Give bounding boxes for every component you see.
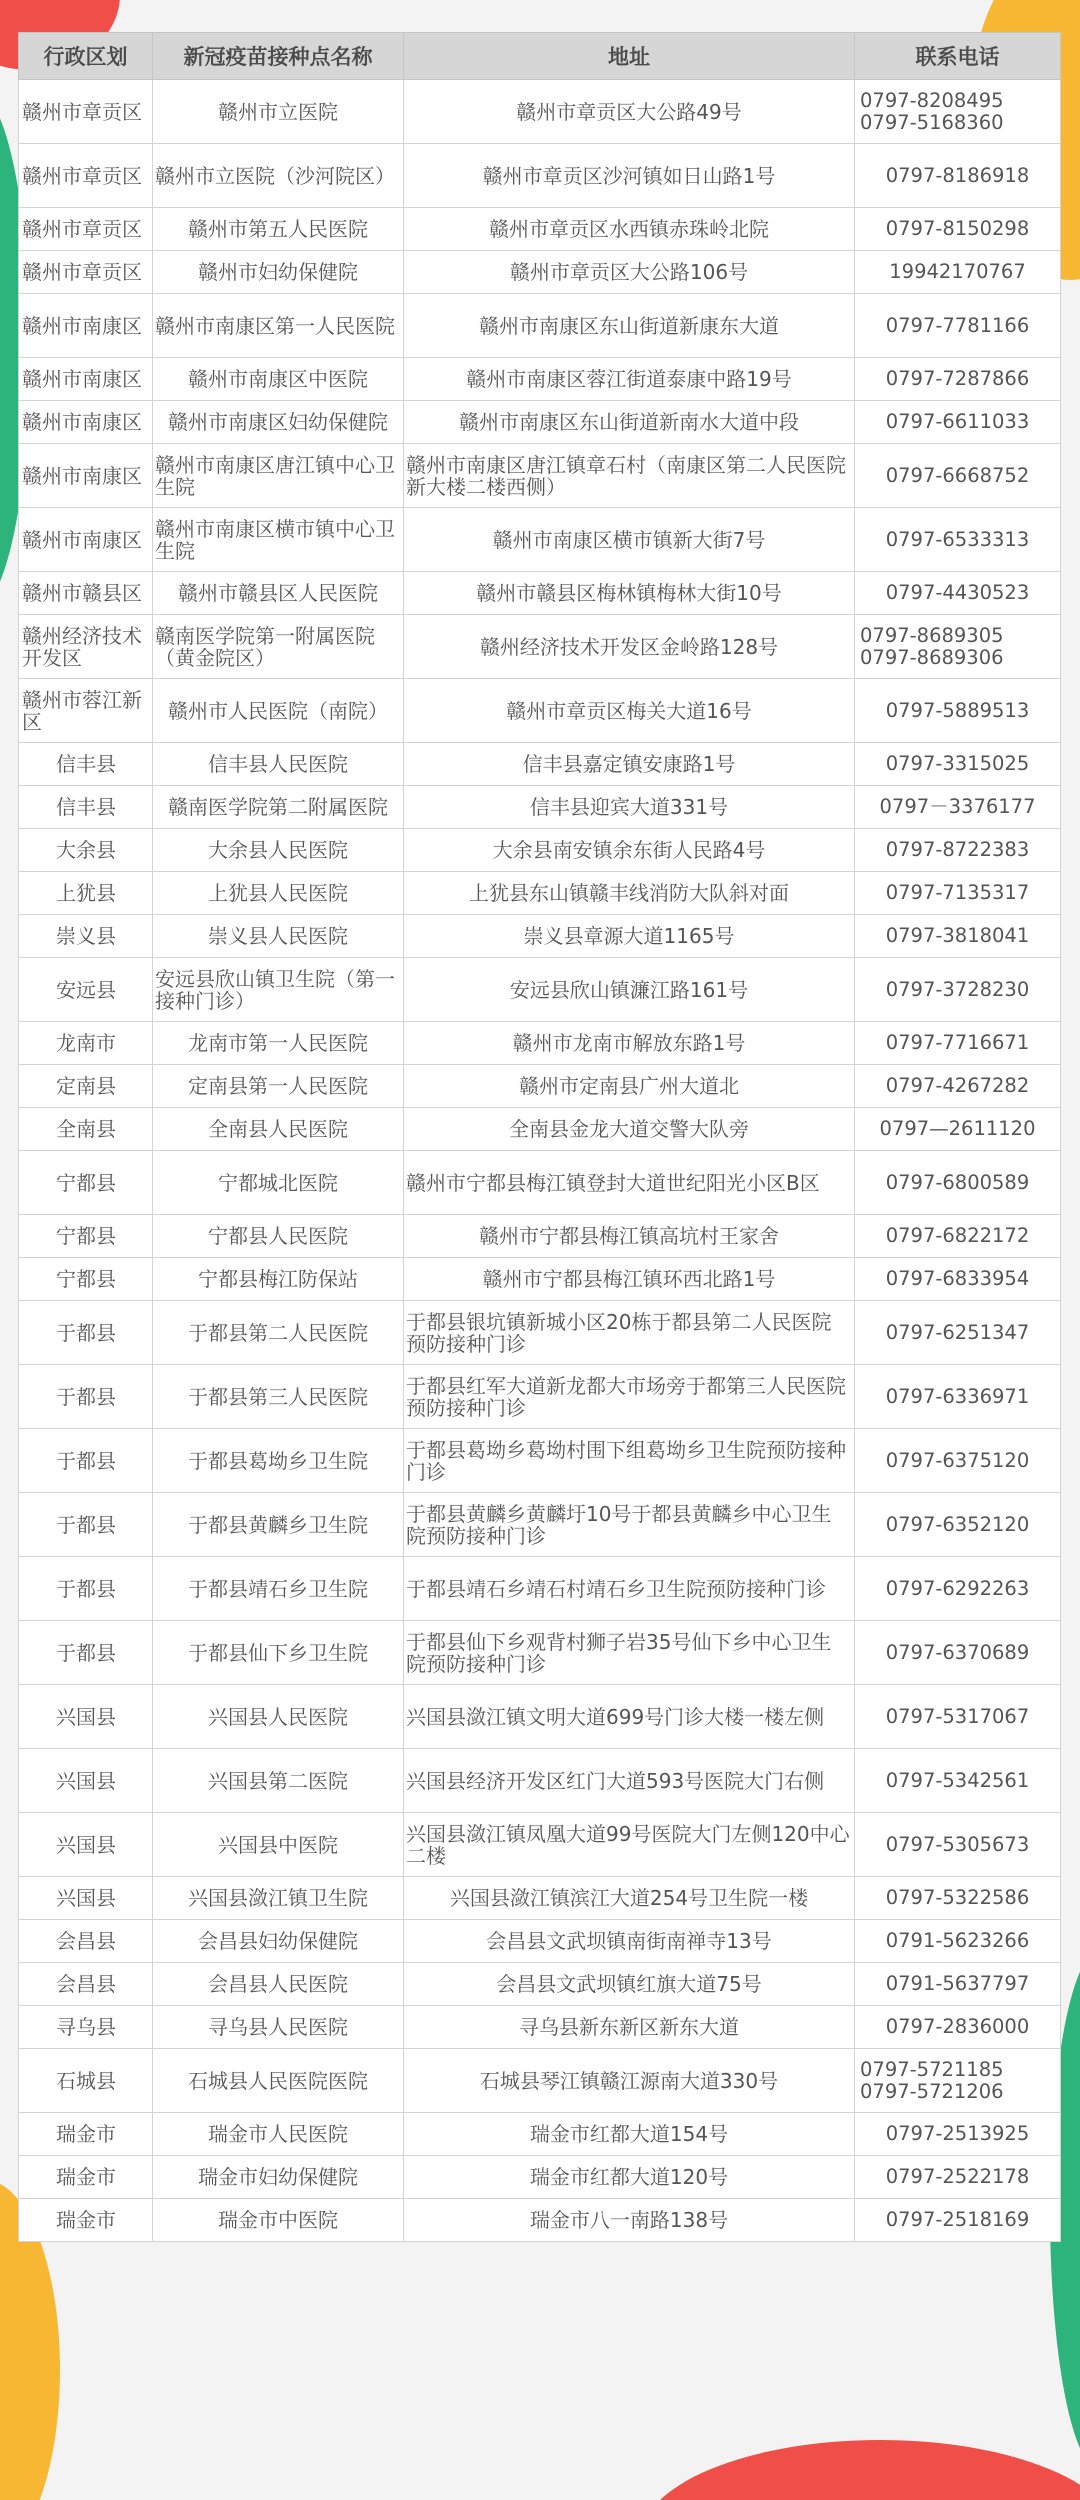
cell-site-name: 信丰县人民医院 <box>153 743 404 786</box>
table-row <box>19 401 1061 444</box>
cell-region: 于都县 <box>19 1621 153 1685</box>
cell-region: 宁都县 <box>19 1258 153 1301</box>
cell-region: 会昌县 <box>19 1963 153 2006</box>
cell-region: 安远县 <box>19 958 153 1022</box>
cell-address: 石城县琴江镇赣江源南大道330号 <box>404 2049 855 2113</box>
phone-number: 0797-8689306 <box>860 645 1004 669</box>
cell-site-name: 兴国县潋江镇卫生院 <box>153 1877 404 1920</box>
cell-phone <box>855 872 1061 915</box>
cell-address: 瑞金市红都大道120号 <box>404 2156 855 2199</box>
table-row <box>19 1065 1061 1108</box>
cell-region: 定南县 <box>19 1065 153 1108</box>
cell-address: 赣州市南康区唐江镇章石村（南康区第二人民医院新大楼二楼西侧） <box>404 444 855 508</box>
phone-number: 0797-8722383 <box>885 838 1030 861</box>
phone-number: 0797-8150298 <box>885 217 1030 240</box>
cell-region: 于都县 <box>19 1429 153 1493</box>
table-row <box>19 679 1061 743</box>
cell-region: 瑞金市 <box>19 2156 153 2199</box>
cell-phone <box>855 1151 1061 1215</box>
cell-site-name: 赣州市立医院（沙河院区） <box>153 144 404 208</box>
cell-address: 赣州市章贡区沙河镇如日山路1号 <box>404 144 855 208</box>
cell-phone <box>855 915 1061 958</box>
phone-number: 0797－3376177 <box>879 795 1036 818</box>
cell-site-name: 定南县第一人民医院 <box>153 1065 404 1108</box>
cell-phone <box>855 1493 1061 1557</box>
cell-site-name: 宁都县人民医院 <box>153 1215 404 1258</box>
cell-region: 赣州市南康区 <box>19 294 153 358</box>
cell-address: 赣州市龙南市解放东路1号 <box>404 1022 855 1065</box>
phone-number: 0797-6352120 <box>885 1512 1030 1536</box>
cell-region: 寻乌县 <box>19 2006 153 2049</box>
cell-phone <box>855 1429 1061 1493</box>
cell-phone <box>855 1621 1061 1685</box>
cell-address: 赣州市南康区横市镇新大街7号 <box>404 508 855 572</box>
phone-number: 0797-3818041 <box>885 924 1030 947</box>
cell-address: 兴国县经济开发区红门大道593号医院大门右侧 <box>404 1749 855 1813</box>
cell-site-name: 赣州市南康区中医院 <box>153 358 404 401</box>
vaccination-sites-table <box>18 32 1061 2242</box>
header-site-name: 新冠疫苗接种点名称 <box>153 33 404 80</box>
cell-address: 赣州市宁都县梅江镇登封大道世纪阳光小区B区 <box>404 1151 855 1215</box>
table-row <box>19 786 1061 829</box>
table-row <box>19 1151 1061 1215</box>
table-row <box>19 508 1061 572</box>
table-row <box>19 294 1061 358</box>
cell-region: 于都县 <box>19 1557 153 1621</box>
phone-number: 0797-2518169 <box>885 2208 1030 2231</box>
table-row <box>19 1557 1061 1621</box>
cell-address: 赣州市章贡区大公路49号 <box>404 80 855 144</box>
cell-region: 赣州市南康区 <box>19 508 153 572</box>
cell-address: 赣州经济技术开发区金岭路128号 <box>404 615 855 679</box>
cell-address: 会昌县文武坝镇南街南禅寺13号 <box>404 1920 855 1963</box>
table-row <box>19 358 1061 401</box>
cell-region: 龙南市 <box>19 1022 153 1065</box>
cell-site-name: 赣州市南康区妇幼保健院 <box>153 401 404 444</box>
phone-number: 0797-6251347 <box>885 1320 1030 1344</box>
cell-phone <box>855 80 1061 144</box>
cell-phone <box>855 444 1061 508</box>
cell-address: 赣州市南康区东山街道新康东大道 <box>404 294 855 358</box>
phone-number: 19942170767 <box>889 260 1026 283</box>
phone-number: 0797-7716671 <box>885 1031 1030 1054</box>
table-row <box>19 572 1061 615</box>
cell-region: 全南县 <box>19 1108 153 1151</box>
phone-number: 0797-6668752 <box>885 463 1030 487</box>
table-row <box>19 1365 1061 1429</box>
cell-phone <box>855 358 1061 401</box>
cell-region: 于都县 <box>19 1301 153 1365</box>
table-row <box>19 1813 1061 1877</box>
cell-region: 崇义县 <box>19 915 153 958</box>
cell-address: 赣州市章贡区梅关大道16号 <box>404 679 855 743</box>
cell-phone <box>855 251 1061 294</box>
cell-phone <box>855 1877 1061 1920</box>
cell-site-name: 石城县人民医院医院 <box>153 2049 404 2113</box>
table-row <box>19 1493 1061 1557</box>
cell-phone <box>855 1215 1061 1258</box>
phone-number: 0797-6611033 <box>885 410 1030 433</box>
table-row <box>19 1215 1061 1258</box>
cell-site-name: 寻乌县人民医院 <box>153 2006 404 2049</box>
phone-number: 0797-5721185 <box>860 2057 1004 2081</box>
cell-region: 大余县 <box>19 829 153 872</box>
table-row <box>19 1963 1061 2006</box>
table-row <box>19 1108 1061 1151</box>
phone-number: 0797-6800589 <box>885 1170 1030 1194</box>
cell-site-name: 兴国县中医院 <box>153 1813 404 1877</box>
cell-phone <box>855 2199 1061 2242</box>
phone-number: 0797-6533313 <box>885 527 1030 551</box>
cell-site-name: 瑞金市中医院 <box>153 2199 404 2242</box>
cell-region: 信丰县 <box>19 743 153 786</box>
cell-region: 赣州市南康区 <box>19 358 153 401</box>
cell-address: 安远县欣山镇濂江路161号 <box>404 958 855 1022</box>
table-row <box>19 829 1061 872</box>
cell-address: 于都县银坑镇新城小区20栋于都县第二人民医院预防接种门诊 <box>404 1301 855 1365</box>
table-row <box>19 958 1061 1022</box>
cell-site-name: 赣南医学院第二附属医院 <box>153 786 404 829</box>
phone-number: 0791-5623266 <box>885 1929 1030 1952</box>
table-row <box>19 1920 1061 1963</box>
table-row <box>19 2199 1061 2242</box>
phone-number: 0797-6822172 <box>885 1224 1030 1247</box>
cell-phone <box>855 1963 1061 2006</box>
table-row <box>19 1258 1061 1301</box>
header-phone: 联系电话 <box>855 33 1061 80</box>
table-row <box>19 1749 1061 1813</box>
phone-number: 0797-2836000 <box>885 2015 1030 2038</box>
vaccination-sites-table-sheet <box>18 32 1060 2242</box>
table-row <box>19 208 1061 251</box>
cell-address: 于都县葛坳乡葛坳村围下组葛坳乡卫生院预防接种门诊 <box>404 1429 855 1493</box>
cell-site-name: 于都县靖石乡卫生院 <box>153 1557 404 1621</box>
cell-site-name: 宁都县梅江防保站 <box>153 1258 404 1301</box>
cell-address: 瑞金市红都大道154号 <box>404 2113 855 2156</box>
cell-phone <box>855 208 1061 251</box>
cell-site-name: 宁都城北医院 <box>153 1151 404 1215</box>
cell-phone <box>855 615 1061 679</box>
cell-site-name: 于都县黄麟乡卫生院 <box>153 1493 404 1557</box>
cell-region: 会昌县 <box>19 1920 153 1963</box>
table-row <box>19 2156 1061 2199</box>
cell-address: 赣州市宁都县梅江镇高坑村王家舍 <box>404 1215 855 1258</box>
table-row <box>19 1685 1061 1749</box>
phone-number: 0797-6370689 <box>885 1640 1030 1664</box>
cell-region: 兴国县 <box>19 1877 153 1920</box>
cell-region: 石城县 <box>19 2049 153 2113</box>
cell-region: 赣州市章贡区 <box>19 251 153 294</box>
table-row <box>19 1621 1061 1685</box>
cell-address: 上犹县东山镇赣丰线消防大队斜对面 <box>404 872 855 915</box>
cell-phone <box>855 1557 1061 1621</box>
cell-region: 赣州市南康区 <box>19 401 153 444</box>
cell-address: 赣州市章贡区大公路106号 <box>404 251 855 294</box>
table-row <box>19 251 1061 294</box>
phone-number: 0797-5305673 <box>885 1832 1030 1856</box>
cell-phone <box>855 1920 1061 1963</box>
table-row <box>19 444 1061 508</box>
cell-site-name: 赣州市第五人民医院 <box>153 208 404 251</box>
phone-number: 0797—2611120 <box>879 1117 1036 1140</box>
table-row <box>19 1301 1061 1365</box>
cell-region: 赣州市蓉江新区 <box>19 679 153 743</box>
cell-region: 瑞金市 <box>19 2199 153 2242</box>
cell-phone <box>855 1685 1061 1749</box>
cell-site-name: 赣州市妇幼保健院 <box>153 251 404 294</box>
phone-number: 0797-3315025 <box>885 752 1030 775</box>
cell-phone <box>855 829 1061 872</box>
cell-address: 兴国县潋江镇凤凰大道99号医院大门左侧120中心二楼 <box>404 1813 855 1877</box>
cell-address: 崇义县章源大道1165号 <box>404 915 855 958</box>
cell-address: 瑞金市八一南路138号 <box>404 2199 855 2242</box>
cell-site-name: 龙南市第一人民医院 <box>153 1022 404 1065</box>
cell-phone <box>855 2049 1061 2113</box>
table-row <box>19 2049 1061 2113</box>
cell-address: 会昌县文武坝镇红旗大道75号 <box>404 1963 855 2006</box>
phone-number: 0797-7781166 <box>885 313 1030 337</box>
header-address: 地址 <box>404 33 855 80</box>
table-body <box>19 80 1061 2242</box>
cell-phone <box>855 2156 1061 2199</box>
phone-number: 0797-5322586 <box>885 1886 1030 1909</box>
cell-site-name: 赣州市南康区第一人民医院 <box>153 294 404 358</box>
table-row <box>19 2113 1061 2156</box>
cell-phone <box>855 958 1061 1022</box>
cell-address: 兴国县潋江镇文明大道699号门诊大楼一楼左侧 <box>404 1685 855 1749</box>
cell-phone <box>855 786 1061 829</box>
phone-number: 0797-4267282 <box>885 1074 1030 1097</box>
cell-site-name: 瑞金市妇幼保健院 <box>153 2156 404 2199</box>
table-row <box>19 80 1061 144</box>
phone-number: 0797-6336971 <box>885 1384 1030 1408</box>
cell-site-name: 上犹县人民医院 <box>153 872 404 915</box>
cell-site-name: 崇义县人民医院 <box>153 915 404 958</box>
cell-region: 上犹县 <box>19 872 153 915</box>
cell-region: 瑞金市 <box>19 2113 153 2156</box>
cell-site-name: 赣州市人民医院（南院） <box>153 679 404 743</box>
cell-region: 于都县 <box>19 1365 153 1429</box>
cell-phone <box>855 1108 1061 1151</box>
table-row <box>19 872 1061 915</box>
phone-number: 0797-6375120 <box>885 1448 1030 1472</box>
cell-address: 信丰县嘉定镇安康路1号 <box>404 743 855 786</box>
phone-number: 0797-6292263 <box>885 1576 1030 1600</box>
cell-phone <box>855 2006 1061 2049</box>
phone-number: 0791-5637797 <box>885 1972 1030 1995</box>
cell-phone <box>855 1813 1061 1877</box>
cell-region: 赣州市章贡区 <box>19 144 153 208</box>
cell-address: 寻乌县新东新区新东大道 <box>404 2006 855 2049</box>
cell-site-name: 全南县人民医院 <box>153 1108 404 1151</box>
table-row <box>19 743 1061 786</box>
phone-number: 0797-5889513 <box>885 698 1030 722</box>
cell-address: 大余县南安镇余东街人民路4号 <box>404 829 855 872</box>
phone-number: 0797-6833954 <box>885 1267 1030 1290</box>
cell-site-name: 赣州市南康区横市镇中心卫生院 <box>153 508 404 572</box>
cell-site-name: 会昌县妇幼保健院 <box>153 1920 404 1963</box>
table-row <box>19 915 1061 958</box>
cell-region: 赣州市章贡区 <box>19 208 153 251</box>
cell-address: 于都县仙下乡观背村狮子岩35号仙下乡中心卫生院预防接种门诊 <box>404 1621 855 1685</box>
cell-site-name: 赣州市立医院 <box>153 80 404 144</box>
cell-phone <box>855 1365 1061 1429</box>
cell-address: 赣州市宁都县梅江镇环西北路1号 <box>404 1258 855 1301</box>
phone-number: 0797-5721206 <box>860 2079 1004 2103</box>
cell-address: 赣州市赣县区梅林镇梅林大街10号 <box>404 572 855 615</box>
cell-site-name: 兴国县人民医院 <box>153 1685 404 1749</box>
cell-site-name: 赣南医学院第一附属医院（黄金院区） <box>153 615 404 679</box>
table-row <box>19 1877 1061 1920</box>
cell-region: 宁都县 <box>19 1215 153 1258</box>
cell-phone <box>855 144 1061 208</box>
red-bottom-shape <box>640 2440 1080 2500</box>
cell-site-name: 于都县第二人民医院 <box>153 1301 404 1365</box>
cell-phone <box>855 2113 1061 2156</box>
cell-region: 宁都县 <box>19 1151 153 1215</box>
cell-phone <box>855 294 1061 358</box>
cell-phone <box>855 679 1061 743</box>
cell-site-name: 兴国县第二医院 <box>153 1749 404 1813</box>
phone-number: 0797-8208495 <box>860 88 1004 112</box>
cell-phone <box>855 1301 1061 1365</box>
cell-phone <box>855 1749 1061 1813</box>
cell-address: 赣州市章贡区水西镇赤珠岭北院 <box>404 208 855 251</box>
phone-number: 0797-5317067 <box>885 1704 1030 1728</box>
cell-address: 于都县黄麟乡黄麟圩10号于都县黄麟乡中心卫生院预防接种门诊 <box>404 1493 855 1557</box>
cell-site-name: 赣州市赣县区人民医院 <box>153 572 404 615</box>
cell-site-name: 安远县欣山镇卫生院（第一接种门诊） <box>153 958 404 1022</box>
phone-number: 0797-8689305 <box>860 623 1004 647</box>
cell-address: 兴国县潋江镇滨江大道254号卫生院一楼 <box>404 1877 855 1920</box>
cell-address: 信丰县迎宾大道331号 <box>404 786 855 829</box>
cell-address: 赣州市南康区蓉江街道泰康中路19号 <box>404 358 855 401</box>
cell-phone <box>855 1022 1061 1065</box>
phone-number: 0797-5342561 <box>885 1768 1030 1792</box>
cell-site-name: 于都县第三人民医院 <box>153 1365 404 1429</box>
table-row <box>19 1022 1061 1065</box>
phone-number: 0797-5168360 <box>860 110 1004 134</box>
header-region: 行政区划 <box>19 33 153 80</box>
table-row <box>19 144 1061 208</box>
cell-site-name: 大余县人民医院 <box>153 829 404 872</box>
phone-number: 0797-7287866 <box>885 367 1030 390</box>
cell-region: 兴国县 <box>19 1685 153 1749</box>
cell-site-name: 于都县葛坳乡卫生院 <box>153 1429 404 1493</box>
cell-site-name: 赣州市南康区唐江镇中心卫生院 <box>153 444 404 508</box>
cell-site-name: 于都县仙下乡卫生院 <box>153 1621 404 1685</box>
cell-site-name: 会昌县人民医院 <box>153 1963 404 2006</box>
phone-number: 0797-7135317 <box>885 881 1030 904</box>
cell-phone <box>855 743 1061 786</box>
cell-address: 全南县金龙大道交警大队旁 <box>404 1108 855 1151</box>
phone-number: 0797-3728230 <box>885 977 1030 1001</box>
cell-region: 信丰县 <box>19 786 153 829</box>
phone-number: 0797-2513925 <box>885 2122 1030 2145</box>
cell-phone <box>855 1065 1061 1108</box>
cell-region: 赣州市赣县区 <box>19 572 153 615</box>
table-row <box>19 615 1061 679</box>
cell-address: 于都县红军大道新龙都大市场旁于都第三人民医院预防接种门诊 <box>404 1365 855 1429</box>
cell-address: 赣州市南康区东山街道新南水大道中段 <box>404 401 855 444</box>
table-header-row <box>19 33 1061 80</box>
cell-site-name: 瑞金市人民医院 <box>153 2113 404 2156</box>
cell-address: 于都县靖石乡靖石村靖石乡卫生院预防接种门诊 <box>404 1557 855 1621</box>
cell-region: 兴国县 <box>19 1749 153 1813</box>
phone-number: 0797-2522178 <box>885 2165 1030 2188</box>
cell-region: 赣州市章贡区 <box>19 80 153 144</box>
cell-phone <box>855 1258 1061 1301</box>
table-row <box>19 2006 1061 2049</box>
cell-phone <box>855 401 1061 444</box>
phone-number: 0797-4430523 <box>885 581 1030 604</box>
cell-region: 于都县 <box>19 1493 153 1557</box>
phone-number: 0797-8186918 <box>885 163 1030 187</box>
cell-region: 兴国县 <box>19 1813 153 1877</box>
cell-phone <box>855 572 1061 615</box>
cell-address: 赣州市定南县广州大道北 <box>404 1065 855 1108</box>
cell-region: 赣州市南康区 <box>19 444 153 508</box>
cell-region: 赣州经济技术开发区 <box>19 615 153 679</box>
table-row <box>19 1429 1061 1493</box>
cell-phone <box>855 508 1061 572</box>
